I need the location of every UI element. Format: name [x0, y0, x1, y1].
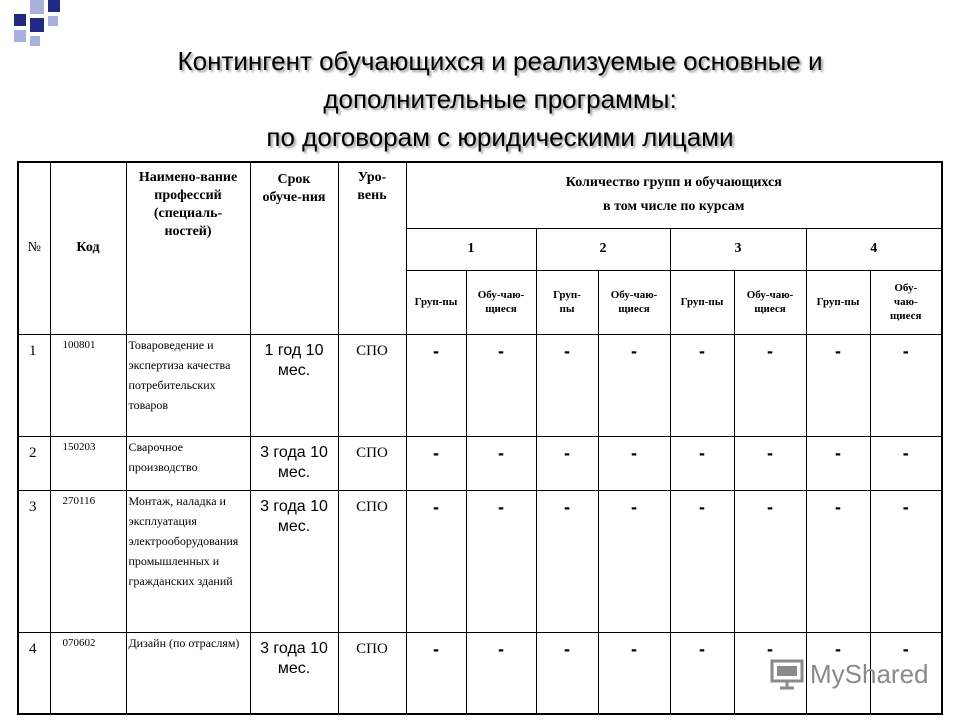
row-value: -	[466, 490, 536, 632]
row-value: -	[466, 436, 536, 490]
header-code: Код	[50, 162, 126, 334]
row-value: -	[598, 436, 670, 490]
header-no: №	[18, 162, 50, 334]
header-course-1: 1	[406, 228, 536, 270]
header-groups: Груп-пы	[670, 270, 734, 334]
row-value: -	[406, 490, 466, 632]
row-level: СПО	[338, 334, 406, 436]
row-value: -	[670, 334, 734, 436]
row-value: -	[806, 632, 870, 714]
row-name: Монтаж, наладка и эксплуатация электрооборудования промышленных и гражданских зданий	[126, 490, 250, 632]
row-value: -	[734, 632, 806, 714]
header-count	[406, 162, 942, 228]
row-value: -	[598, 334, 670, 436]
row-value: -	[406, 632, 466, 714]
row-value: -	[870, 490, 942, 632]
header-course-3: 3	[670, 228, 806, 270]
row-level: СПО	[338, 436, 406, 490]
header-students: Обу-чаю-щиеся	[734, 270, 806, 334]
header-term: Срок обуче-ния	[250, 162, 338, 334]
row-value: -	[870, 436, 942, 490]
page-title	[60, 42, 940, 156]
row-code: 150203	[50, 436, 126, 490]
header-count-line1: Количество групп и обучающихся	[565, 175, 782, 191]
header-level: Уро-вень	[338, 162, 406, 334]
row-value: -	[536, 632, 598, 714]
title-line-3: по договорам с юридическими лицами	[266, 122, 734, 152]
row-value: -	[806, 490, 870, 632]
row-name: Сварочное производство	[126, 436, 250, 490]
row-value: -	[670, 436, 734, 490]
row-value: -	[870, 334, 942, 436]
header-groups: Груп-пы	[806, 270, 870, 334]
row-value: -	[536, 334, 598, 436]
header-groups: Груп-пы	[406, 270, 466, 334]
row-value: -	[598, 632, 670, 714]
row-name: Товароведение и экспертиза качества потребительских товаров	[126, 334, 250, 436]
header-groups: Груп-пы	[536, 270, 598, 334]
row-level: СПО	[338, 632, 406, 714]
header-name: Наимено-вание профессий (специаль-ностей)	[126, 162, 250, 334]
title-line-2: дополнительные программы:	[323, 84, 677, 114]
row-name: Дизайн (по отраслям)	[126, 632, 250, 714]
row-value: -	[734, 436, 806, 490]
row-term: 3 года 10 мес.	[250, 490, 338, 632]
row-value: -	[466, 632, 536, 714]
watermark-text: MyShared	[810, 658, 929, 689]
row-term: 1 год 10 мес.	[250, 334, 338, 436]
header-course-2: 2	[536, 228, 670, 270]
header-students: Обу-чаю-щиеся	[870, 270, 942, 334]
row-level: СПО	[338, 490, 406, 632]
row-value: -	[598, 490, 670, 632]
row-value: -	[806, 436, 870, 490]
row-code: 100801	[50, 334, 126, 436]
row-value: -	[466, 334, 536, 436]
table-row	[18, 436, 942, 490]
row-value: -	[870, 632, 942, 714]
presentation-icon	[770, 658, 804, 690]
table-row	[18, 490, 942, 632]
row-no: 1	[18, 334, 50, 436]
header-students: Обу-чаю-щиеся	[598, 270, 670, 334]
row-no: 4	[18, 632, 50, 714]
row-no: 2	[18, 436, 50, 490]
header-course-4: 4	[806, 228, 942, 270]
table-row	[18, 334, 942, 436]
header-students: Обу-чаю-щиеся	[466, 270, 536, 334]
row-no: 3	[18, 490, 50, 632]
title-line-1: Контингент обучающихся и реализуемые основные и	[177, 46, 823, 76]
row-value: -	[406, 436, 466, 490]
programs-table	[17, 161, 943, 715]
row-term: 3 года 10 мес.	[250, 632, 338, 714]
row-value: -	[536, 490, 598, 632]
row-value: -	[670, 632, 734, 714]
row-value: -	[406, 334, 466, 436]
row-code: 070602	[50, 632, 126, 714]
row-value: -	[670, 490, 734, 632]
row-term: 3 года 10 мес.	[250, 436, 338, 490]
row-value: -	[536, 436, 598, 490]
watermark	[770, 656, 929, 692]
row-code: 270116	[50, 490, 126, 632]
header-count-line2: в том числе по курсам	[603, 199, 745, 215]
row-value: -	[806, 334, 870, 436]
row-value: -	[734, 490, 806, 632]
row-value: -	[734, 334, 806, 436]
